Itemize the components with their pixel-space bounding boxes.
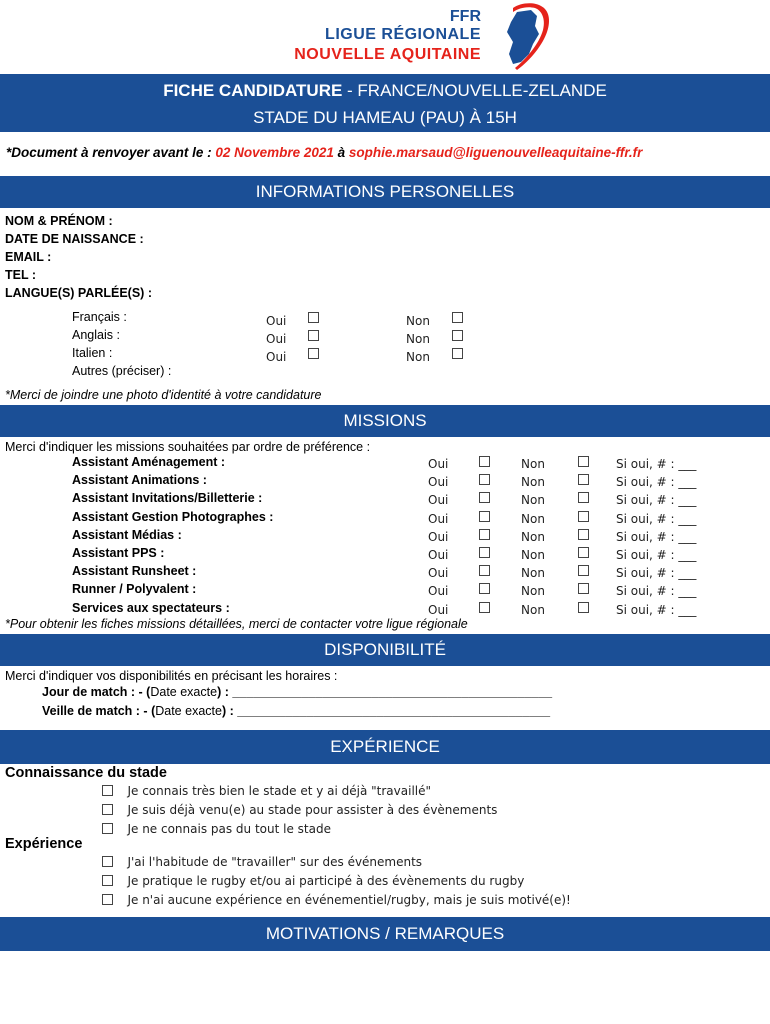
oui-label: Oui [428, 602, 449, 617]
option-row [102, 891, 571, 910]
rank-field[interactable]: Si oui, # : ___ [616, 529, 697, 544]
checkbox[interactable] [102, 785, 113, 796]
oui-label: Oui [428, 547, 449, 562]
oui-label: Oui [428, 511, 449, 526]
availability-match-day [42, 685, 552, 699]
non-label: Non [521, 547, 545, 562]
field-email-label: EMAIL : [5, 250, 52, 264]
language-row-other [72, 362, 492, 380]
header-title [0, 74, 770, 106]
language-row [72, 344, 492, 362]
mission-row [0, 581, 770, 599]
mission-label: Assistant Animations : [72, 473, 207, 488]
checkbox[interactable] [479, 547, 490, 558]
eve-label: Veille de match : - ( [42, 704, 156, 718]
checkbox[interactable] [308, 312, 319, 323]
rank-field[interactable]: Si oui, # : ___ [616, 511, 697, 526]
oui-label: Oui [428, 475, 449, 490]
experience-options [102, 853, 571, 910]
option-row [102, 782, 497, 801]
checkbox[interactable] [578, 492, 589, 503]
option-label: Je connais très bien le stade et y ai déjà "travaillé" [127, 784, 432, 798]
eve-date-hint: Date exacte [155, 704, 222, 718]
rank-field[interactable]: Si oui, # : ___ [616, 547, 697, 562]
checkbox[interactable] [102, 875, 113, 886]
oui-label: Oui [428, 457, 449, 471]
checkbox[interactable] [578, 565, 589, 576]
mission-label: Assistant Gestion Photographes : [72, 509, 274, 524]
logo-line2: LIGUE RÉGIONALE [325, 26, 481, 43]
header-band [0, 74, 770, 132]
logo-ffr: FFR [449, 8, 481, 25]
deadline-middle: à [333, 145, 349, 160]
experience-heading: Expérience [5, 836, 83, 852]
deadline-line [6, 145, 642, 160]
checkbox[interactable] [578, 511, 589, 522]
missions-list [0, 454, 770, 618]
option-label: Je suis déjà venu(e) au stade pour assister à des évènements [127, 803, 498, 817]
checkbox[interactable] [479, 529, 490, 540]
language-label: Anglais : [72, 328, 120, 342]
mission-label: Assistant Médias : [72, 527, 182, 542]
header-title-rest: - FRANCE/NOUVELLE-ZELANDE [342, 81, 607, 100]
checkbox[interactable] [452, 330, 463, 341]
mission-label: Runner / Polyvalent : [72, 582, 197, 597]
non-label: Non [406, 314, 430, 328]
availability-intro: Merci d'indiquer vos disponibilités en précisant les horaires : [5, 669, 338, 683]
section-motivations-header: MOTIVATIONS / REMARQUES [0, 917, 770, 951]
checkbox[interactable] [479, 565, 490, 576]
rank-field[interactable]: Si oui, # : ___ [616, 602, 697, 617]
photo-note: *Merci de joindre une photo d'identité à votre candidature [5, 388, 322, 402]
mission-row [0, 472, 770, 490]
mission-row [0, 509, 770, 527]
non-label: Non [521, 566, 545, 581]
rank-field[interactable]: Si oui, # : ___ [616, 493, 697, 508]
language-row [72, 326, 492, 344]
option-label: J'ai l'habitude de "travailler" sur des événements [127, 855, 423, 869]
oui-label: Oui [428, 584, 449, 599]
checkbox[interactable] [452, 348, 463, 359]
non-label: Non [521, 511, 545, 526]
option-label: Je pratique le rugby et/ou ai participé à des évènements du rugby [127, 874, 525, 888]
checkbox[interactable] [578, 456, 589, 467]
language-row [72, 308, 492, 326]
stadium-options [102, 782, 497, 839]
oui-label: Oui [266, 350, 287, 364]
logo [225, 6, 555, 68]
languages-list [72, 308, 492, 380]
deadline-prefix: *Document à renvoyer avant le : [6, 145, 216, 160]
mission-label: Assistant Invitations/Billetterie : [72, 491, 263, 506]
non-label: Non [521, 584, 545, 599]
deadline-date: 02 Novembre 2021 [215, 145, 334, 160]
field-birthdate-label: DATE DE NAISSANCE : [5, 232, 144, 246]
option-row [102, 820, 497, 839]
field-tel-label: TEL : [5, 268, 37, 282]
logo-line3: NOUVELLE AQUITAINE [294, 46, 481, 63]
rank-field[interactable]: Si oui, # : ___ [616, 566, 697, 581]
section-experience-header: EXPÉRIENCE [0, 730, 770, 764]
checkbox[interactable] [479, 492, 490, 503]
checkbox[interactable] [102, 804, 113, 815]
checkbox[interactable] [102, 823, 113, 834]
mission-row [0, 600, 770, 618]
rank-field[interactable]: Si oui, # : ___ [616, 457, 697, 471]
checkbox[interactable] [452, 312, 463, 323]
header-title-bold: FICHE CANDIDATURE [163, 81, 343, 100]
rank-field[interactable]: Si oui, # : ___ [616, 475, 697, 490]
match-day-label: Jour de match : - ( [42, 685, 151, 699]
missions-note: *Pour obtenir les fiches missions détaillées, merci de contacter votre ligue régionale [5, 617, 468, 631]
option-row [102, 872, 571, 891]
header-subtitle: STADE DU HAMEAU (PAU) À 15H [253, 108, 517, 127]
mission-label: Assistant PPS : [72, 545, 165, 560]
checkbox[interactable] [578, 583, 589, 594]
non-label: Non [521, 493, 545, 508]
mission-row [0, 454, 770, 472]
deadline-email[interactable]: sophie.marsaud@liguenouvelleaquitaine-ffr.fr [348, 145, 643, 160]
eve-line[interactable]: ) : _____________________________________________ [221, 704, 551, 718]
checkbox[interactable] [479, 456, 490, 467]
option-row [102, 801, 497, 820]
checkbox[interactable] [479, 474, 490, 485]
non-label: Non [521, 457, 545, 471]
checkbox[interactable] [308, 330, 319, 341]
personal-fields [5, 212, 152, 302]
option-row [102, 853, 571, 872]
field-languages-label: LANGUE(S) PARLÉE(S) : [5, 286, 152, 300]
mission-label: Assistant Aménagement : [72, 455, 226, 469]
mission-row [0, 490, 770, 508]
field-name-label: NOM & PRÉNOM : [5, 214, 113, 228]
match-day-line[interactable]: ) : ______________________________________________ [217, 685, 553, 699]
stadium-heading: Connaissance du stade [5, 765, 167, 781]
motivations-area[interactable] [0, 951, 770, 1024]
non-label: Non [406, 350, 430, 364]
checkbox[interactable] [578, 547, 589, 558]
section-availability-header: DISPONIBILITÉ [0, 634, 770, 666]
mission-row [0, 563, 770, 581]
mission-row [0, 545, 770, 563]
missions-intro: Merci d'indiquer les missions souhaitées par ordre de préférence : [5, 440, 371, 454]
oui-label: Oui [428, 529, 449, 544]
oui-label: Oui [428, 493, 449, 508]
section-missions-header: MISSIONS [0, 405, 770, 437]
oui-label: Oui [266, 332, 287, 346]
option-label: Je ne connais pas du tout le stade [127, 822, 331, 836]
match-day-date-hint: Date exacte [150, 685, 218, 699]
mission-row [0, 527, 770, 545]
rank-field[interactable]: Si oui, # : ___ [616, 584, 697, 599]
checkbox[interactable] [102, 856, 113, 867]
oui-label: Oui [266, 314, 287, 328]
non-label: Non [521, 475, 545, 490]
checkbox[interactable] [578, 474, 589, 485]
checkbox[interactable] [102, 894, 113, 905]
non-label: Non [406, 332, 430, 346]
non-label: Non [521, 529, 545, 544]
checkbox[interactable] [308, 348, 319, 359]
checkbox[interactable] [578, 602, 589, 613]
language-label: Français : [72, 310, 127, 324]
language-label: Autres (préciser) : [72, 364, 172, 378]
oui-label: Oui [428, 566, 449, 581]
option-label: Je n'ai aucune expérience en événementiel/rugby, mais je suis motivé(e)! [127, 893, 571, 907]
checkbox[interactable] [479, 511, 490, 522]
checkbox[interactable] [578, 529, 589, 540]
checkbox[interactable] [479, 583, 490, 594]
mission-label: Services aux spectateurs : [72, 600, 230, 615]
region-map-icon [491, 2, 555, 72]
language-label: Italien : [72, 346, 113, 360]
section-personal-header: INFORMATIONS PERSONELLES [0, 176, 770, 208]
non-label: Non [521, 602, 545, 617]
availability-eve [42, 704, 550, 718]
mission-label: Assistant Runsheet : [72, 564, 197, 579]
checkbox[interactable] [479, 602, 490, 613]
